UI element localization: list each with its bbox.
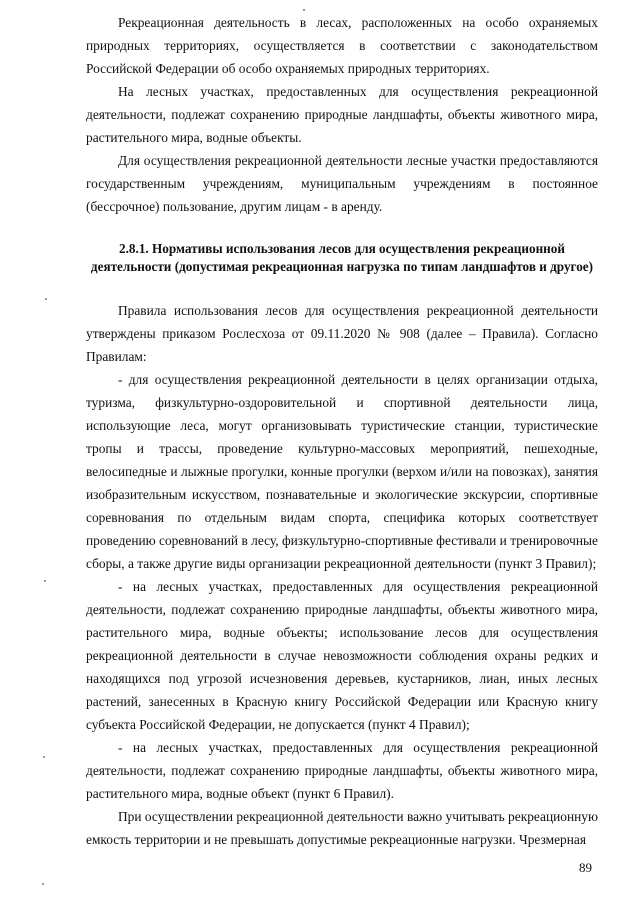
page-content <box>86 11 598 851</box>
page-number: 89 <box>579 860 592 875</box>
body-paragraph-2: - для осуществления рекреационной деятельности в целях организации отдыха, туризма, физкультурно-оздоровительной и спортивной деятельности лица, использующие леса, могут организовывать туристические станции, туристические тропы и трассы, проведение культурно-массовых мероприятий, пешеходные, велосипедные и лыжные прогулки, конные прогулки (верхом и/или на повозках), занятия изобразительным искусством, познавательные и экологические экскурсии, спортивные соревнования по отдельным видам спорта, специфика которых соответствует проведению соревнований в лесу, физкультурно-спортивные фестивали и тренировочные сборы, а также другие виды организации рекреационной деятельности (пункт 3 Правил); <box>86 372 598 571</box>
body-paragraph-3: - на лесных участках, предоставленных для осуществления рекреационной деятельности, подлежат сохранению природные ландшафты, объекты животного мира, растительного мира, водные объекты; использование лесов для осуществления рекреационной деятельности в случае невозможности соблюдения охраны редких и находящихся под угрозой исчезновения деревьев, кустарников, лиан, иных лесных растений, занесенных в Красную книгу Российской Федерации или Красную книгу субъекта Российской Федерации, не допускается (пункт 4 Правил); <box>86 579 598 732</box>
scan-mark <box>42 883 44 885</box>
scan-mark <box>44 580 46 582</box>
scan-mark <box>45 298 47 300</box>
intro-paragraph-2: На лесных участках, предоставленных для осуществления рекреационной деятельности, подлежат сохранению природные ландшафты, объекты животного мира, растительного мира, водные объекты. <box>86 84 598 145</box>
body-paragraph-5: При осуществлении рекреационной деятельности важно учитывать рекреационную емкость территории и не превышать допустимые рекреационные нагрузки. Чрезмерная <box>86 809 598 847</box>
scan-mark <box>43 756 45 758</box>
body-paragraph-1: Правила использования лесов для осуществления рекреационной деятельности утверждены приказом Рослесхоза от 09.11.2020 № 908 (далее – Правила). Согласно Правилам: <box>86 303 598 364</box>
section-heading: 2.8.1. Нормативы использования лесов для осуществления рекреационной деятельности (допустимая рекреационная нагрузка по типам ландшафтов и другое) <box>90 241 594 274</box>
intro-paragraph-1: Рекреационная деятельность в лесах, расположенных на особо охраняемых природных территориях, осуществляется в соответствии с законодательством Российской Федерации об особо охраняемых природных территориях. <box>86 15 598 76</box>
body-paragraph-4: - на лесных участках, предоставленных для осуществления рекреационной деятельности, подлежат сохранению природные ландшафты, объекты животного мира, растительного мира, водные объект (пункт 6 Правил). <box>86 740 598 801</box>
intro-paragraph-3: Для осуществления рекреационной деятельности лесные участки предоставляются государственным учреждениям, муниципальным учреждениям в постоянное (бессрочное) пользование, другим лицам - в аренду. <box>86 153 598 214</box>
scan-mark <box>303 9 305 11</box>
